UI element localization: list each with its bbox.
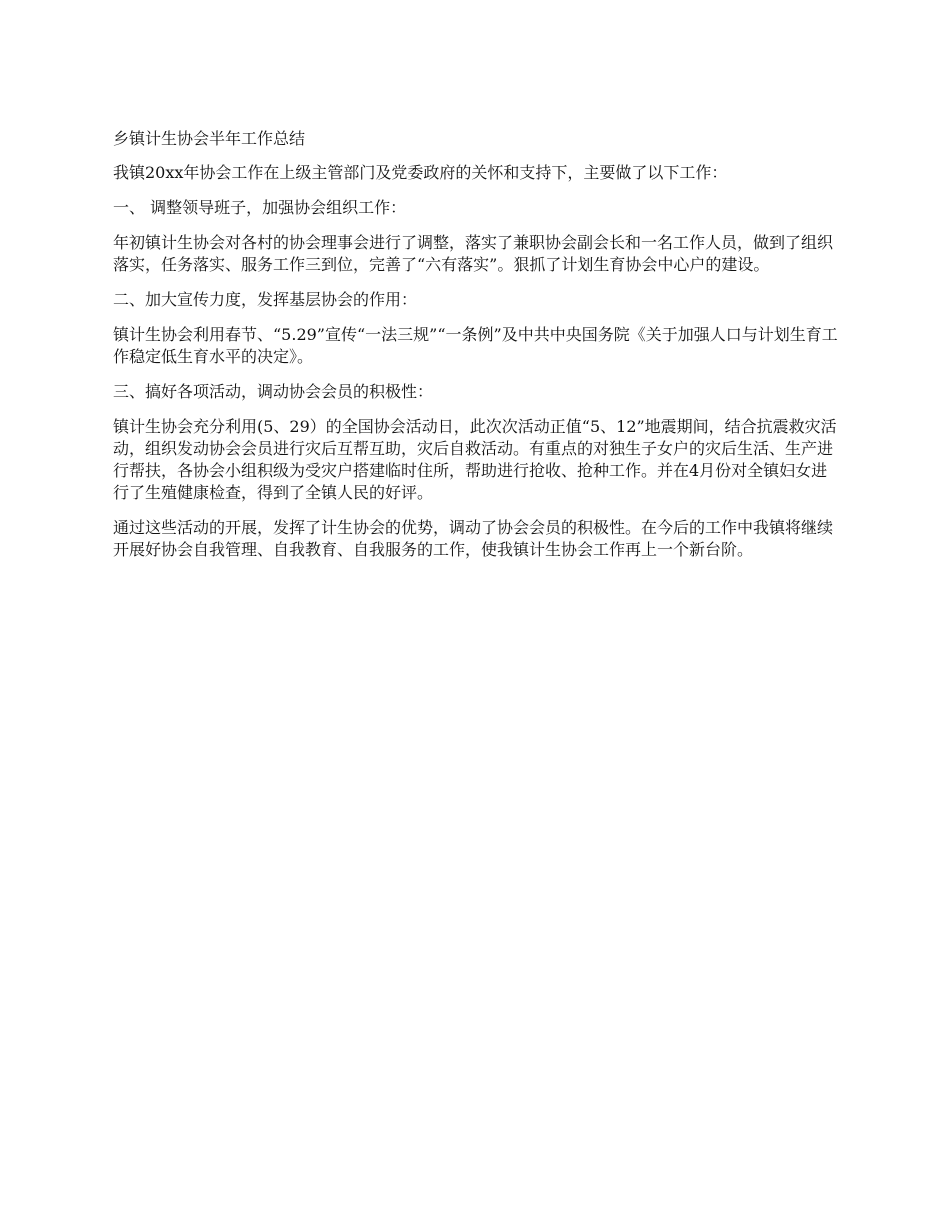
conclusion-paragraph: 通过这些活动的开展，发挥了计生协会的优势，调动了协会会员的积极性。在今后的工作中我镇将继续开展好协会自我管理、自我教育、自我服务的工作，使我镇计生协会工作再上一个新台阶。 [113, 518, 834, 559]
section-paragraph-1: 年初镇计生协会对各村的协会理事会进行了调整，落实了兼职协会副会长和一名工作人员，做到了组织落实，任务落实、服务工作三到位，完善了“六有落实”。狠抓了计划生育协会中心户的建设。 [113, 233, 834, 274]
intro-paragraph: 我镇20xx年协会工作在上级主管部门及党委政府的关怀和支持下，主要做了以下工作： [113, 163, 728, 182]
section-heading-2: 二、加大宣传力度，发挥基层协会的作用： [113, 290, 418, 309]
section-heading-1: 一、 调整领导班子，加强协会组织工作： [113, 198, 407, 217]
section-paragraph-3: 镇计生协会充分利用(5、29）的全国协会活动日，此次次活动正值“5、12”地震期间，结合抗震救灾活动，组织发动协会会员进行灾后互帮互助，灾后自救活动。有重点的对独生子女户的灾后生活、生产进行帮扶，各协会小组积级为受灾户搭建临时住所，帮助进行抢收、抢种工作。并在4月份对全镇妇女进行了生殖健康检查，得到了全镇人民的好评。 [113, 417, 837, 502]
document-body [113, 128, 843, 561]
section-heading-3: 三、搞好各项活动，调动协会会员的积极性： [113, 382, 434, 401]
document-title: 乡镇计生协会半年工作总结 [113, 129, 306, 148]
section-paragraph-2: 镇计生协会利用春节、“5.29”宣传“一法三规”“一条例”及中共中央国务院《关于加强人口与计划生育工作稳定低生育水平的决定》。 [113, 325, 838, 366]
